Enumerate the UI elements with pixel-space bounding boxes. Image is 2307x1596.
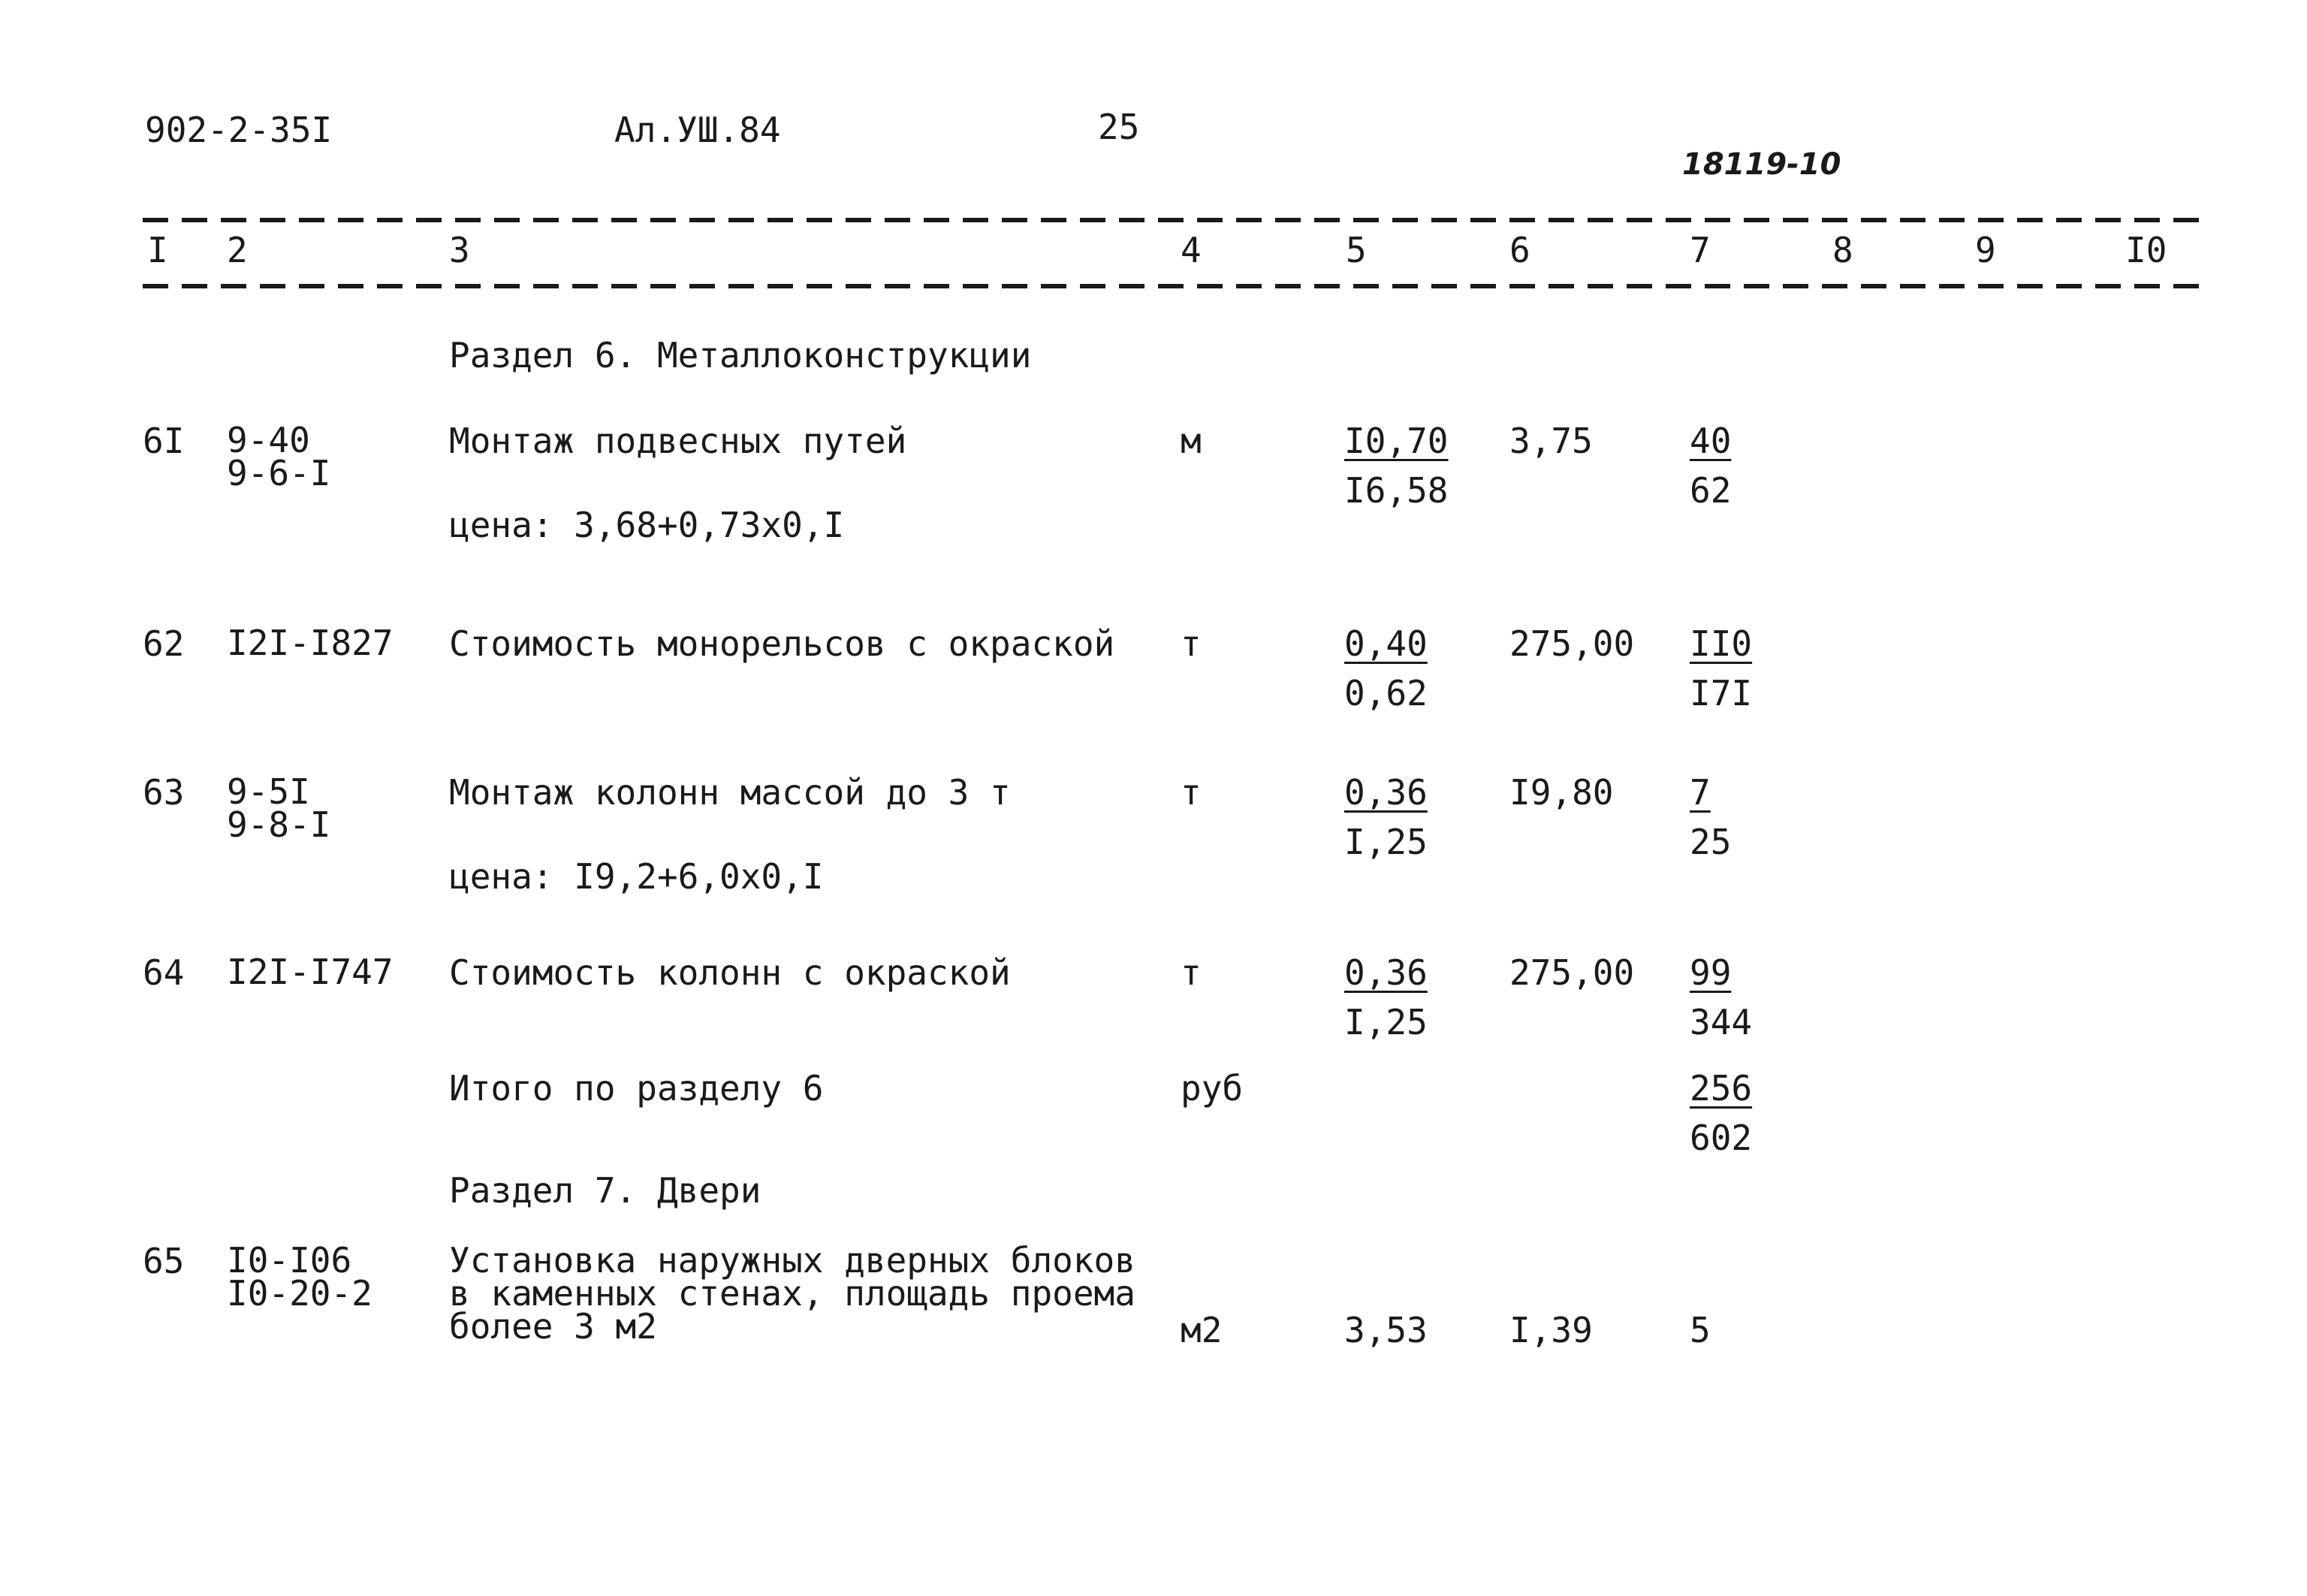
header-rule-bottom <box>143 284 2200 288</box>
row-col6: 275,00 <box>1509 952 1635 993</box>
row-col5-bottom: I,25 <box>1344 1002 1428 1042</box>
album-code: Ал.УШ.84 <box>614 110 781 150</box>
column-header-4: 4 <box>1181 230 1202 270</box>
row-description: Стоимость монорельсов с окраской <box>449 623 1115 664</box>
column-header-3: 3 <box>449 230 470 270</box>
row-col7-bottom: 344 <box>1690 1002 1753 1042</box>
section-total-col7-top: 256 <box>1690 1068 1753 1109</box>
row-code: I2I-I747 <box>227 952 394 992</box>
section-title: Раздел 6. Металлоконструкции <box>449 335 1032 376</box>
row-col5-bottom: I,25 <box>1344 822 1428 862</box>
row-code: I0-I06 I0-20-2 <box>227 1240 372 1314</box>
column-header-7: 7 <box>1690 230 1711 270</box>
row-code: 9-40 9-6-I <box>227 420 331 493</box>
row-col5-top: 0,36 <box>1344 772 1428 813</box>
row-col7-bottom: 62 <box>1690 470 1732 511</box>
row-col6: I9,80 <box>1509 772 1614 813</box>
doc-number: 902-2-35I <box>145 110 333 150</box>
row-unit: т <box>1181 952 1202 993</box>
row-description: Монтаж колонн массой до 3 т <box>449 772 1011 813</box>
row-code: 9-5I 9-8-I <box>227 771 331 845</box>
row-col5-bottom: 0,62 <box>1344 673 1428 714</box>
header-rule-top <box>143 218 2200 222</box>
row-col7-bottom: I7I <box>1690 673 1753 714</box>
page-number: 25 <box>1098 107 1140 147</box>
section-total-label: Итого по разделу 6 <box>449 1068 824 1109</box>
row-col6: I,39 <box>1509 1310 1593 1350</box>
row-col5: 3,53 <box>1344 1310 1428 1350</box>
row-col7-bottom: 25 <box>1690 822 1732 862</box>
handwritten-stamp: 18119-10 <box>1682 147 1841 182</box>
row-number: 63 <box>143 772 185 813</box>
row-col5-top: 0,40 <box>1344 623 1428 664</box>
row-number: 64 <box>143 952 185 993</box>
row-description: Стоимость колонн с окраской <box>449 952 1011 993</box>
row-number: 65 <box>143 1241 185 1281</box>
row-col7-top: 40 <box>1690 421 1732 461</box>
column-header-2: 2 <box>227 230 248 270</box>
column-header-5: 5 <box>1346 230 1367 270</box>
row-number: 62 <box>143 623 185 664</box>
column-header-8: 8 <box>1832 230 1853 270</box>
row-col7-top: 7 <box>1690 772 1711 813</box>
row-col5-bottom: I6,58 <box>1344 470 1449 511</box>
row-price-note: цена: I9,2+6,0х0,I <box>449 856 824 897</box>
row-col7-top: II0 <box>1690 623 1753 664</box>
row-unit: м2 <box>1181 1310 1223 1350</box>
row-col5-top: 0,36 <box>1344 952 1428 993</box>
column-header-6: 6 <box>1509 230 1530 270</box>
row-code: I2I-I827 <box>227 623 394 663</box>
column-header-10: I0 <box>2125 230 2167 270</box>
row-col7: 5 <box>1690 1310 1711 1350</box>
row-col6: 275,00 <box>1509 623 1635 664</box>
row-price-note: цена: 3,68+0,73х0,I <box>449 505 845 545</box>
section-total-unit: руб <box>1181 1068 1244 1109</box>
row-col6: 3,75 <box>1509 421 1593 461</box>
row-col7-top: 99 <box>1690 952 1732 993</box>
row-unit: м <box>1181 421 1202 461</box>
row-unit: т <box>1181 623 1202 664</box>
row-description: Монтаж подвесных путей <box>449 421 907 461</box>
row-unit: т <box>1181 772 1202 813</box>
column-header-1: I <box>147 230 168 270</box>
section-total-col7-bottom: 602 <box>1690 1118 1753 1158</box>
section-title: Раздел 7. Двери <box>449 1170 761 1211</box>
row-number: 6I <box>143 421 185 461</box>
column-header-9: 9 <box>1975 230 1996 270</box>
row-col5-top: I0,70 <box>1344 421 1449 461</box>
row-description: Установка наружных дверных блоков в каменных стенах, площадь проема более 3 м2 <box>449 1240 1135 1347</box>
